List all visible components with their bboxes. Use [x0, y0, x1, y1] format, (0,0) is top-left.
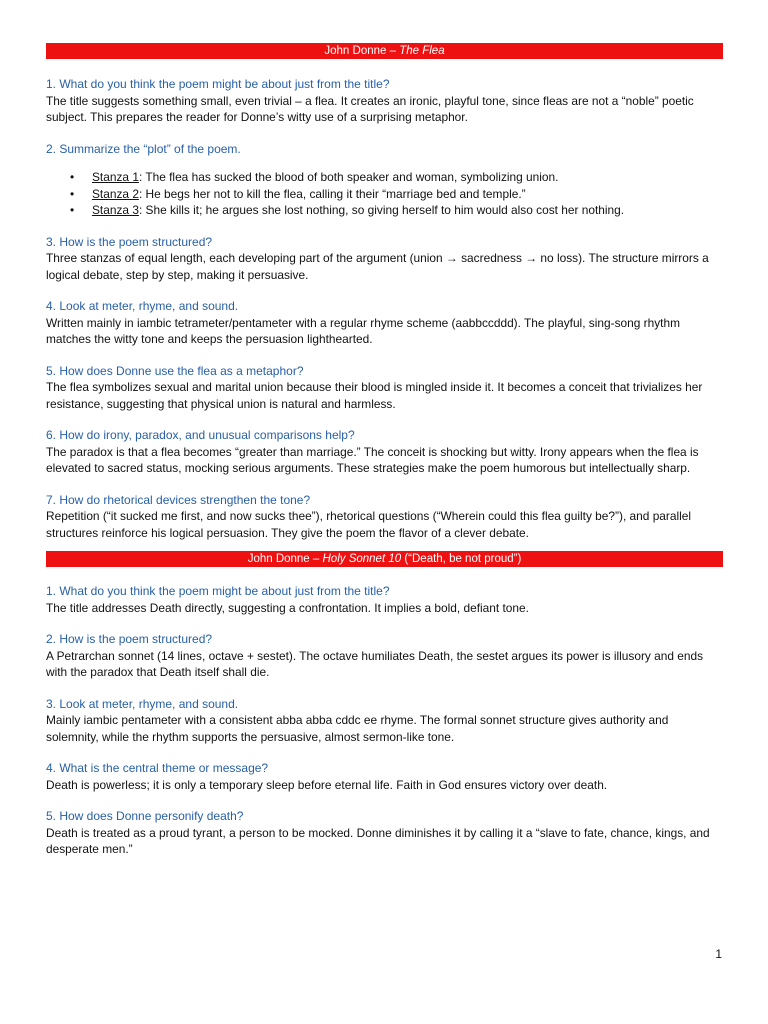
- question-block: [46, 427, 723, 477]
- stanza-text: : She kills it; he argues she lost nothing, so giving herself to him would also cost her nothing.: [138, 203, 625, 217]
- stanza-item: [70, 169, 723, 186]
- question-heading: 1. What do you think the poem might be about just from the title?: [46, 584, 390, 598]
- answer-text: Written mainly in iambic tetrameter/pentameter with a regular rhyme scheme (aabbccddd). The playful, sing-song rhythm matches the witty tone and keeps the persuasion lighthearted.: [46, 315, 681, 346]
- banner-title: Holy Sonnet 10: [322, 553, 402, 565]
- question-block: [46, 234, 723, 284]
- question-heading: 3. Look at meter, rhyme, and sound.: [46, 696, 239, 711]
- answer-text: The paradox is that a flea becomes “greater than marriage.” The conceit is shocking but witty. Irony appears when the flea is elevated to sacred status, mocking serious arguments. These strategies make the poem humorous but intellectually sharp.: [46, 444, 699, 475]
- answer-text: Death is powerless; it is only a temporary sleep before eternal life. Faith in God ensures victory over death.: [46, 777, 608, 792]
- stanza-list: [46, 169, 723, 219]
- stanza-label: Stanza 3: [92, 203, 139, 217]
- answer-text: Repetition (“it sucked me first, and now sucks thee”), rhetorical questions (“Wherein could this flea guilty be?”), and parallel structures reinforce his logical persuasion. They give the poem the flavor of a clever debate.: [46, 509, 692, 540]
- question-block: [46, 631, 723, 681]
- question-heading: 2. How is the poem structured?: [46, 632, 213, 646]
- stanza-item: [70, 202, 723, 219]
- question-block: [46, 583, 723, 616]
- answer-text: The title addresses Death directly, suggesting a confrontation. It implies a bold, defiant tone.: [46, 600, 529, 615]
- stanza-item: [70, 186, 723, 203]
- banner-suffix: (“Death, be not proud”): [401, 553, 522, 565]
- answer-text: The flea symbolizes sexual and marital union because their blood is mingled inside it. It becomes a conceit that trivializes her resistance, suggesting that physical union is natural and harmless.: [46, 380, 703, 411]
- stanza-label: Stanza 2: [92, 186, 139, 201]
- question-block: [46, 363, 723, 413]
- question-block: [46, 808, 723, 858]
- question-block: [46, 298, 723, 348]
- stanza-text: : He begs her not to kill the flea, calling it their “marriage bed and temple.”: [138, 186, 526, 201]
- question-heading: 3. How is the poem structured?: [46, 234, 213, 249]
- answer-text: Mainly iambic pentameter with a consistent abba abba cddc ee rhyme. The formal sonnet structure gives authority and solemnity, while the rhythm supports the persuasive, almost sermon-like tone.: [46, 713, 669, 744]
- question-heading: 1. What do you think the poem might be about just from the title?: [46, 77, 390, 91]
- banner-author: John Donne –: [324, 45, 400, 57]
- question-heading: 7. How do rhetorical devices strengthen the tone?: [46, 492, 311, 507]
- answer-text: Three stanzas of equal length, each developing part of the argument (union → sacredness → no loss). The structure mirrors a logical debate, step by step, making it persuasive.: [46, 251, 709, 282]
- question-heading: 5. How does Donne personify death?: [46, 809, 244, 823]
- section-banner-the-flea: [46, 43, 723, 59]
- question-block: [46, 696, 723, 746]
- answer-text: Death is treated as a proud tyrant, a person to be mocked. Donne diminishes it by calling it a “slave to fate, chance, kings, and desperate men.”: [46, 825, 710, 856]
- bullet-icon: •: [70, 203, 75, 217]
- question-block: [46, 141, 723, 219]
- section-banner-holy-sonnet-10: [46, 551, 723, 567]
- question-heading: 4. What is the central theme or message?: [46, 761, 269, 775]
- banner-author: John Donne –: [247, 553, 323, 565]
- question-heading: 6. How do irony, paradox, and unusual comparisons help?: [46, 428, 355, 442]
- banner-title: The Flea: [399, 45, 445, 57]
- question-heading: 2. Summarize the “plot” of the poem.: [46, 141, 241, 156]
- question-block: [46, 76, 723, 126]
- answer-text: The title suggests something small, even trivial – a flea. It creates an ironic, playful tone, since fleas are not a “noble” poetic subject. This prepares the reader for Donne’s witty use of a surprising metaphor.: [46, 93, 694, 124]
- question-block: [46, 760, 723, 793]
- page-number: 1: [715, 947, 722, 961]
- question-heading: 5. How does Donne use the flea as a metaphor?: [46, 363, 304, 378]
- question-heading: 4. Look at meter, rhyme, and sound.: [46, 299, 239, 313]
- bullet-icon: •: [70, 186, 75, 201]
- document-page: [46, 43, 723, 858]
- stanza-label: Stanza 1: [92, 170, 139, 184]
- question-block: [46, 492, 723, 542]
- bullet-icon: •: [70, 170, 75, 184]
- stanza-text: : The flea has sucked the blood of both speaker and woman, symbolizing union.: [138, 170, 559, 184]
- answer-text: A Petrarchan sonnet (14 lines, octave + sestet). The octave humiliates Death, the sestet argues its power is illusory and ends with the paradox that Death itself shall die.: [46, 648, 704, 679]
